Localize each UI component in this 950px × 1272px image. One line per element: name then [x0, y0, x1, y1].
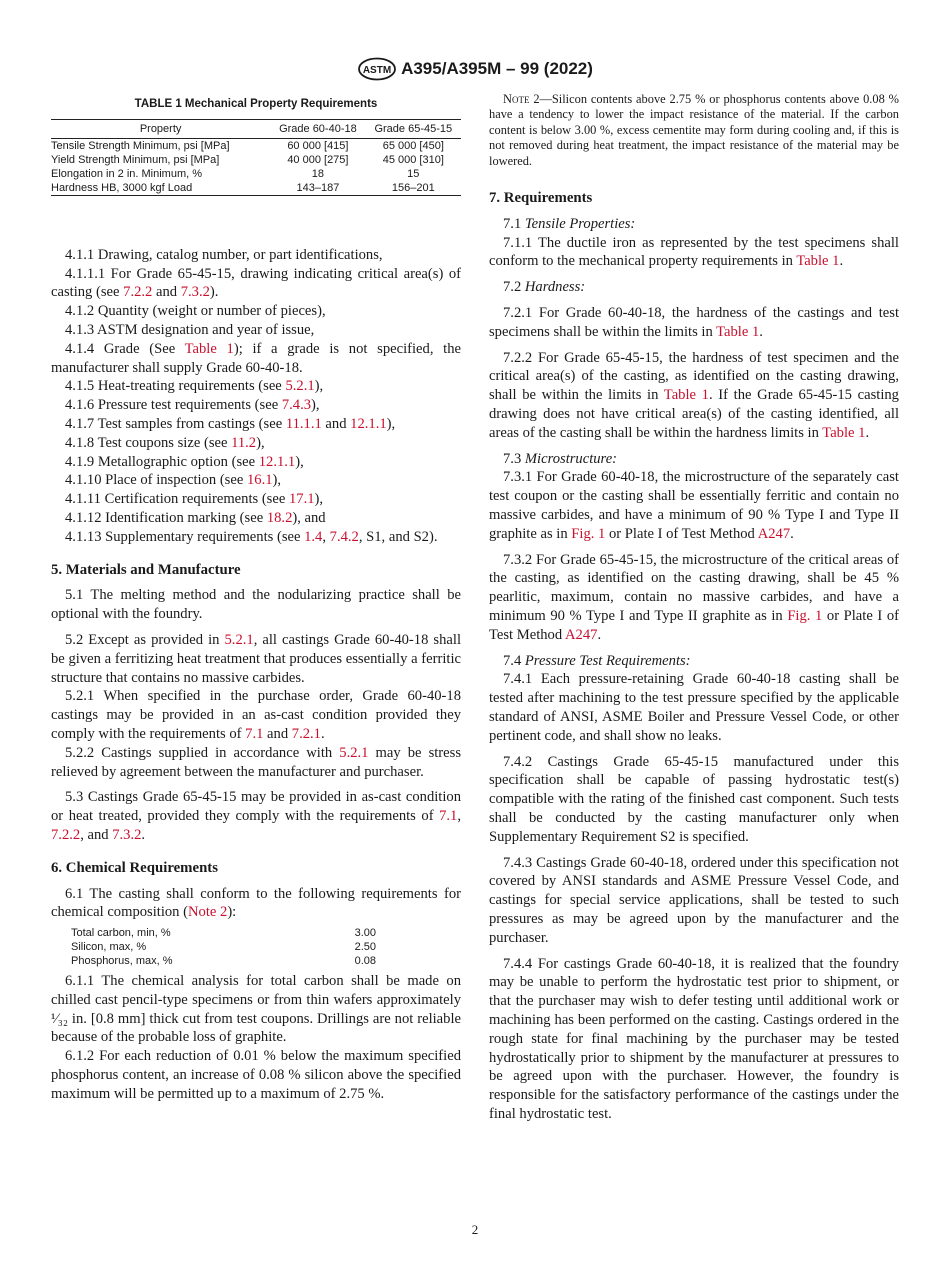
section-link[interactable]: 16.1: [246, 472, 273, 489]
paragraph-4-1-11: 4.1.11 Certification requirements (see 17.1),: [65, 491, 324, 508]
table-cell: 18: [311, 167, 325, 180]
table-cell: Yield Strength Minimum, psi [MPa]: [51, 153, 220, 166]
column-header: Grade 60-40-18: [270, 119, 365, 138]
paragraph-7-2-2: 7.2.2 For Grade 65-45-15, the hardness of test specimen and the critical area(s) of the casting, as identified on the casting drawing, shall be within the limits in Table 1. If the Grade 65-45-15 casting drawing does not have critical area(s) of the casting identified, all areas of the casting shall be within the hardness limits in Table 1.: [489, 349, 899, 441]
section-link[interactable]: 5.2.1: [339, 744, 369, 761]
paragraph-7-4: 7.4 Pressure Test Requirements:: [503, 652, 691, 669]
section-link[interactable]: 7.2.2: [123, 284, 153, 301]
table-cell: 45 000 [310]: [382, 153, 444, 166]
paragraph-6-1-1: 6.1.1 The chemical analysis for total carbon shall be made on chilled cast pencil-type specimens or from thin wafers approximately ¹⁄₃₂ in. [0.8 mm] thick cut from test coupons. Drillings are not reliable because of the probable loss of graphite.: [51, 973, 461, 1046]
table-link[interactable]: Table 1: [663, 387, 709, 404]
mechanical-property-table: [51, 119, 461, 196]
section-link[interactable]: 7.1: [245, 725, 264, 742]
paragraph-4-1-3: 4.1.3 ASTM designation and year of issue,: [65, 321, 315, 338]
paragraph-7-1: 7.1 Tensile Properties:: [503, 215, 636, 232]
section-link[interactable]: 7.4.2: [329, 528, 359, 545]
paragraph-7-4-1: 7.4.1 Each pressure-retaining Grade 60-40-18 casting shall be tested after machining to the test pressure specified by the applicable standard of ANSI, ASME Boiler and Pressure Vessel Code, or other pertinent code, and shall show no leaks.: [489, 671, 899, 744]
table-row: [51, 181, 461, 196]
section-link[interactable]: 7.3.2: [180, 284, 210, 301]
section-link[interactable]: 5.2.1: [285, 378, 315, 395]
table-cell: Hardness HB, 3000 kgf Load: [51, 181, 270, 196]
paragraph-4-1-6: 4.1.6 Pressure test requirements (see 7.4.3),: [65, 397, 320, 414]
paragraph-4-1-8: 4.1.8 Test coupons size (see 11.2),: [65, 434, 265, 451]
table-link[interactable]: Table 1: [184, 340, 234, 357]
standard-link[interactable]: A247: [757, 525, 791, 542]
table-link[interactable]: Table 1: [796, 253, 840, 270]
table-link[interactable]: Table 1: [822, 424, 866, 441]
paragraph-7-1-1: 7.1.1 The ductile iron as represented by the test specimens shall conform to the mechanical property requirements in Table 1.: [489, 234, 899, 270]
table-cell: 65 000 [450]: [382, 139, 444, 152]
figure-link[interactable]: Fig. 1: [787, 607, 823, 624]
section-link[interactable]: 7.2.1: [291, 725, 321, 742]
paragraph-5-2-2: 5.2.2 Castings supplied in accordance with 5.2.1 may be stress relieved by agreement between the manufacturer and purchaser.: [51, 744, 461, 780]
table-cell: Elongation in 2 in. Minimum, %: [51, 167, 203, 180]
paragraph-7-2: 7.2 Hardness:: [503, 279, 586, 296]
table-link[interactable]: Table 1: [716, 323, 760, 340]
standard-link[interactable]: A247: [565, 626, 598, 643]
astm-logo: [357, 57, 397, 81]
paragraph-4-1-1: 4.1.1 Drawing, catalog number, or part identifications,: [65, 246, 383, 263]
note-label: Note 2: [503, 92, 540, 106]
chemical-composition-list: [71, 926, 461, 968]
left-column: [51, 92, 461, 1104]
section-link[interactable]: 7.4.3: [281, 397, 312, 414]
table-row: [51, 167, 461, 181]
section-heading-6: 6. Chemical Requirements: [51, 859, 218, 876]
section-heading-7: 7. Requirements: [489, 190, 593, 207]
section-link[interactable]: 5.2.1: [224, 631, 254, 648]
paragraph-4-1-10: 4.1.10 Place of inspection (see 16.1),: [65, 472, 282, 489]
section-link[interactable]: 7.2.2: [51, 826, 81, 843]
paragraph-7-3-2: 7.3.2 For Grade 65-45-15, the microstructure of the critical areas of the casting, as identified on the casting drawing, shall be 45 % pearlitic, maximum, contain no massive carbides, and have a minimum 90 % Type I and Type II graphite as in Fig. 1 or Plate I of Test Method A247.: [489, 551, 899, 643]
list-item: Phosphorus, max, % 0.08: [71, 955, 376, 968]
right-column: [489, 92, 899, 1124]
section-heading-5: 5. Materials and Manufacture: [51, 561, 241, 578]
paragraph-5-1: 5.1 The melting method and the nodularizing practice shall be optional with the foundry.: [51, 587, 461, 623]
table-cell: 143–187: [270, 181, 365, 196]
list-item: Silicon, max, % 2.50: [71, 941, 376, 954]
svg-text:ASTM: ASTM: [362, 65, 392, 76]
paragraph-4-1-9: 4.1.9 Metallographic option (see 12.1.1),: [65, 453, 304, 470]
section-link[interactable]: 1.4: [304, 528, 323, 545]
page-number: 2: [471, 1222, 479, 1237]
table-caption: TABLE 1 Mechanical Property Requirements: [134, 98, 378, 110]
figure-link[interactable]: Fig. 1: [571, 525, 606, 542]
paragraph-7-4-3: 7.4.3 Castings Grade 60-40-18, ordered under this specification not covered by ANSI standards and ASME Pressure Vessel Code, and castings for special service applications, shall be tested to such pressures as may be agreed upon by the manufacturer and the purchaser.: [489, 854, 899, 946]
table-cell: 156–201: [366, 181, 461, 196]
table-cell: Tensile Strength Minimum, psi [MPa]: [51, 139, 230, 152]
table-cell: 40 000 [275]: [287, 153, 349, 166]
section-link[interactable]: 12.1.1: [350, 415, 387, 432]
table-header-row: [51, 119, 461, 138]
paragraph-4-1-2: 4.1.2 Quantity (weight or number of pieces),: [65, 303, 326, 320]
paragraph-7-3-1: 7.3.1 For Grade 60-40-18, the microstructure of the separately cast test coupon or the casting shall be essentially ferritic and contain no massive carbides, and have a minimum of 90 % Type I and Type II graphite as in Fig. 1 or Plate I of Test Method A247.: [489, 469, 899, 542]
paragraph-7-2-1: 7.2.1 For Grade 60-40-18, the hardness of the castings and test specimens shall be within the limits in Table 1.: [489, 305, 899, 340]
paragraph-5-3: 5.3 Castings Grade 65-45-15 may be provided in as-cast condition or heat treated, provided they comply with the requirements of 7.1, 7.2.2, and 7.3.2.: [51, 789, 461, 843]
section-link[interactable]: 7.3.2: [112, 826, 142, 843]
column-header: Grade 65-45-15: [366, 119, 461, 138]
section-link[interactable]: 11.1.1: [285, 415, 322, 432]
paragraph-7-4-4: 7.4.4 For castings Grade 60-40-18, it is realized that the foundry may be unable to perform the hydrostatic test prior to shipment, or that the purchaser may wish to defer testing until additional work or machining has been performed on the casting. Castings ordered in the rough state for final machining by the purchaser may be tested hydrostatically prior to shipment by the manufacturer at pressures to be agreed upon with the purchaser. However, the foundry is responsible for the satisfactory performance of the castings under the final hydrostatic test.: [489, 955, 899, 1122]
table-cell: 15: [407, 167, 420, 180]
note-link[interactable]: Note 2: [187, 904, 228, 921]
table-row: [51, 138, 461, 153]
paragraph-4-1-1-1: 4.1.1.1 For Grade 65-45-15, drawing indicating critical area(s) of casting (see 7.2.2 and 7.3.2).: [51, 265, 461, 301]
section-link[interactable]: 11.2: [231, 434, 257, 451]
paragraph-7-4-2: 7.4.2 Castings Grade 65-45-15 manufactured under this specification shall be capable of passing hydrostatic test(s) compatible with the rating of the finished cast component. Such tests shall be conducted by the casting manufacturer only when Supplementary Requirement S2 is specified.: [489, 753, 899, 845]
paragraph-7-3: 7.3 Microstructure:: [503, 450, 618, 467]
paragraph-4-1-4: 4.1.4 Grade (See Table 1); if a grade is not specified, the manufacturer shall supply Grade 60-40-18.: [51, 340, 461, 376]
table-cell: 60 000 [415]: [287, 139, 349, 152]
paragraph-4-1-5: 4.1.5 Heat-treating requirements (see 5.2.1),: [65, 378, 324, 395]
paragraph-4-1-13: 4.1.13 Supplementary requirements (see 1.4, 7.4.2, S1, and S2).: [65, 528, 438, 545]
column-header: Property: [51, 119, 270, 138]
paragraph-5-2-1: 5.2.1 When specified in the purchase order, Grade 60-40-18 castings may be provided in an as-cast condition provided they comply with the requirements of 7.1 and 7.2.1.: [51, 688, 461, 742]
section-link[interactable]: 12.1.1: [258, 453, 296, 470]
paragraph-4-1-7: 4.1.7 Test samples from castings (see 11.1.1 and 12.1.1),: [65, 415, 396, 432]
section-link[interactable]: 7.1: [439, 808, 458, 825]
section-link[interactable]: 18.2: [266, 509, 293, 526]
paragraph-5-2: 5.2 Except as provided in 5.2.1, all castings Grade 60-40-18 shall be given a ferritizing heat treatment that produces essentially a ferritic structure that contains no massive carbides.: [51, 631, 461, 686]
table-row: [51, 153, 461, 167]
section-link[interactable]: 17.1: [288, 491, 315, 508]
paragraph-6-1-2: 6.1.2 For each reduction of 0.01 % below the maximum specified phosphorus content, an increase of 0.08 % silicon above the specified maximum will be permitted up to a maximum of 2.75 %.: [51, 1048, 461, 1102]
list-item: Total carbon, min, % 3.00: [71, 927, 376, 940]
paragraph-4-1-12: 4.1.12 Identification marking (see 18.2), and: [65, 509, 326, 526]
paragraph-6-1: 6.1 The casting shall conform to the following requirements for chemical composition (Note 2):: [51, 885, 461, 921]
document-header: [0, 57, 950, 81]
document-code: A395/A395M – 99 (2022): [401, 59, 593, 78]
note-2: Note 2—Silicon contents above 2.75 % or phosphorus contents above 0.08 % have a tendency to lower the impact resistance of the material. If the carbon content is below 3.00 %, excess cementite may form during cooling and, if this is not removed during heat treatment, the impact resistance of the material may be lowered.: [489, 92, 899, 168]
